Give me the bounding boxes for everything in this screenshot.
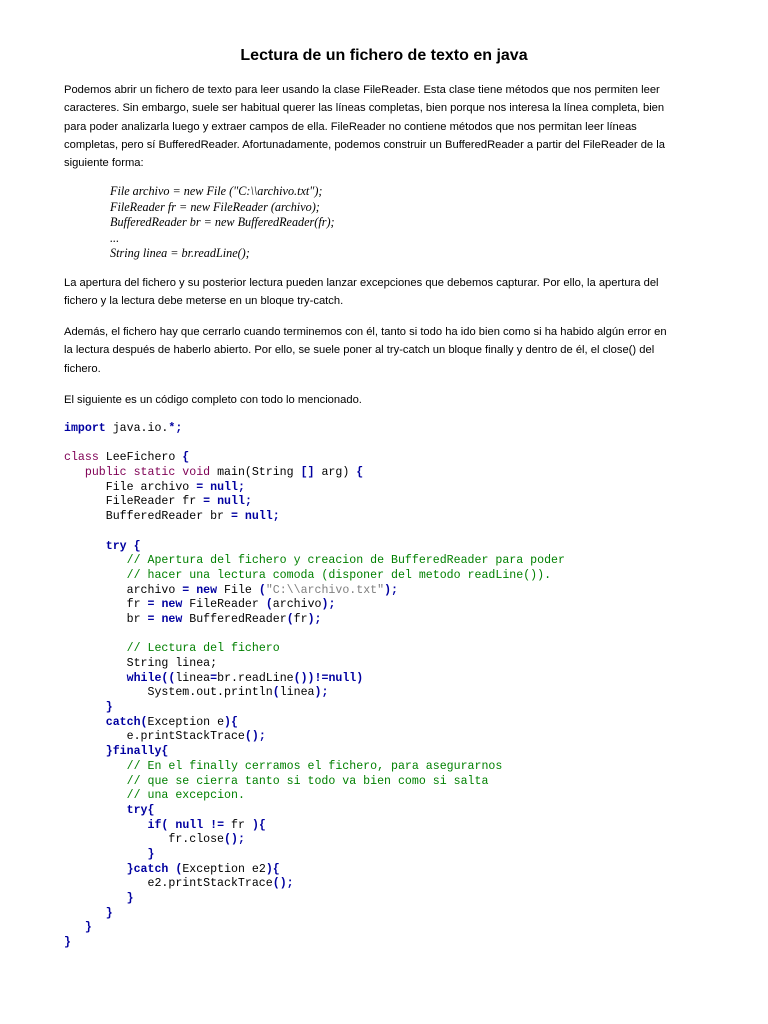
- snippet-line: BufferedReader br = new BufferedReader(fr);: [110, 215, 335, 229]
- code-line: [64, 672, 565, 687]
- code-token: }: [105, 701, 113, 715]
- text-line: para poder analizarla luego y extraer campos de ella. FileReader no contiene métodos que nos permitan leer líneas: [64, 120, 637, 133]
- code-token: new: [161, 598, 183, 612]
- code-token: [64, 642, 127, 655]
- code-token: finally: [112, 745, 162, 759]
- code-token: class: [64, 451, 99, 465]
- code-token: );: [314, 686, 329, 700]
- code-token: catch: [105, 715, 141, 729]
- code-token: [64, 775, 127, 788]
- code-line: [64, 848, 565, 863]
- code-token: *;: [168, 422, 183, 435]
- code-token: (: [175, 862, 183, 876]
- code-token: ){: [224, 715, 238, 729]
- code-token: main(String: [210, 466, 301, 480]
- code-token: fr: [293, 612, 308, 626]
- code-token: ();: [224, 833, 245, 847]
- code-token: linea: [175, 671, 211, 685]
- code-token: e2.printStackTrace: [64, 877, 273, 891]
- code-token: [127, 540, 134, 553]
- code-token: }: [147, 847, 155, 861]
- code-token: }: [105, 906, 113, 920]
- code-token: linea: [279, 686, 315, 700]
- code-token: =: [196, 480, 204, 494]
- paragraph-exceptions: [64, 274, 709, 311]
- code-token: [64, 540, 106, 553]
- code-token: new: [161, 612, 183, 626]
- code-token: [64, 760, 127, 773]
- code-line: [64, 657, 565, 672]
- code-line: [64, 745, 565, 760]
- text-line: la lectura después de haberlo abierto. Por ello, se suele poner al try-catch un bloque finally y dentro de él, el close() del: [64, 344, 655, 357]
- code-token: // que se cierra tanto si todo va bien como si salta: [126, 774, 489, 788]
- text-line: Además, el fichero hay que cerrarlo cuando terminemos con él, tanto si todo ha ido bien como si ha habido algún error en: [64, 326, 667, 338]
- code-token: // Lectura del fichero: [126, 642, 280, 656]
- code-token: [64, 554, 127, 567]
- code-line: [64, 819, 565, 834]
- code-token: File: [217, 583, 259, 597]
- code-line: [64, 569, 565, 584]
- code-line: [64, 863, 565, 878]
- code-token: );: [307, 612, 322, 626]
- code-line: [64, 804, 565, 819]
- code-token: [64, 892, 127, 905]
- snippet-line: ...: [110, 230, 120, 245]
- code-line: [64, 730, 565, 745]
- code-line: [64, 598, 565, 613]
- code-token: }: [84, 921, 92, 935]
- code-token: [64, 848, 148, 861]
- code-token: =: [230, 510, 238, 524]
- code-token: // una excepcion.: [126, 789, 245, 803]
- code-token: LeeFichero: [98, 451, 183, 465]
- code-token: String linea;: [64, 657, 218, 670]
- code-token: {: [258, 818, 266, 832]
- code-line: [64, 466, 565, 481]
- code-token: }: [126, 862, 134, 876]
- code-token: ): [251, 818, 259, 832]
- code-token: BufferedReader: [182, 612, 287, 626]
- code-line: [64, 451, 565, 466]
- code-token: =: [147, 612, 155, 626]
- code-token: [64, 789, 127, 802]
- code-line: [64, 481, 565, 496]
- code-token: (: [140, 715, 148, 729]
- code-token: FileReader: [182, 598, 266, 612]
- code-token: BufferedReader br: [64, 510, 231, 524]
- code-token: null: [244, 510, 273, 524]
- code-line: [64, 628, 565, 643]
- code-token: if: [147, 818, 162, 832]
- code-token: {: [161, 745, 169, 759]
- code-token: try: [105, 539, 127, 553]
- code-token: ){: [265, 862, 280, 876]
- code-line: [64, 775, 565, 790]
- code-token: archivo: [272, 598, 322, 612]
- code-token: [64, 907, 106, 920]
- code-token: =: [147, 598, 155, 612]
- code-token: [64, 701, 106, 714]
- text-line: La apertura del fichero y su posterior lectura pueden lanzar excepciones que debemos capturar. Por ello, la apertura del: [64, 277, 659, 289]
- code-token: []: [300, 466, 315, 480]
- code-token: );: [321, 598, 336, 612]
- code-line: [64, 584, 565, 599]
- code-token: [64, 672, 127, 685]
- code-token: null: [175, 818, 204, 832]
- code-token: public static void: [84, 466, 211, 480]
- code-token: catch: [133, 862, 169, 876]
- code-token: // Apertura del fichero y creacion de BufferedReader para poder: [126, 554, 565, 568]
- code-token: {: [182, 451, 190, 465]
- code-token: [64, 716, 106, 729]
- code-token: (: [258, 583, 266, 597]
- code-token: [64, 466, 85, 479]
- code-line: [64, 921, 565, 936]
- code-token: ): [356, 671, 364, 685]
- paragraph-intro: [64, 81, 709, 172]
- code-token: e.printStackTrace: [64, 730, 245, 744]
- code-block: [64, 422, 565, 951]
- code-line: [64, 422, 565, 437]
- code-token: ((: [161, 671, 176, 685]
- code-token: ();: [272, 877, 294, 891]
- code-line: [64, 701, 565, 716]
- code-token: [64, 819, 148, 832]
- code-line: [64, 525, 565, 540]
- code-line: [64, 554, 565, 569]
- code-token: // hacer una lectura comoda (disponer del metodo readLine()).: [126, 568, 552, 582]
- code-line: [64, 437, 565, 452]
- code-line: [64, 495, 565, 510]
- code-token: ;: [272, 510, 280, 524]
- text-line: fichero.: [64, 362, 101, 375]
- code-line: [64, 510, 565, 525]
- text-line: Podemos abrir un fichero de texto para leer usando la clase FileReader. Esta clase tiene métodos que nos permiten leer: [64, 84, 660, 96]
- code-token: }: [105, 745, 113, 759]
- code-token: [64, 745, 106, 758]
- code-line: [64, 936, 565, 951]
- code-token: }: [64, 936, 71, 950]
- snippet-line: FileReader fr = new FileReader (archivo);: [110, 199, 320, 214]
- text-line: completas, pero sí BufferedReader. Afortunadamente, podemos construir un BufferedReader a partir del FileReader de la: [64, 138, 665, 151]
- code-token: }: [126, 892, 134, 905]
- text-line: El siguiente es un código completo con todo lo mencionado.: [64, 394, 362, 406]
- text-line: siguiente forma:: [64, 157, 144, 170]
- code-token: Exception e2: [182, 862, 266, 876]
- code-line: [64, 613, 565, 628]
- code-token: !=: [210, 818, 225, 832]
- code-token: br.readLine: [217, 671, 294, 685]
- code-token: (: [272, 686, 280, 700]
- code-token: // En el finally cerramos el fichero, para asegurarnos: [126, 759, 503, 773]
- code-token: [238, 510, 245, 523]
- code-line: [64, 642, 565, 657]
- code-token: =: [182, 583, 190, 597]
- code-token: fr.close: [64, 833, 225, 847]
- code-token: fr: [224, 818, 252, 832]
- text-line: caracteres. Sin embargo, suele ser habitual querer las líneas completas, bien porque nos interesa la línea completa, bien: [64, 102, 665, 115]
- snippet-line: String linea = br.readLine();: [110, 246, 250, 260]
- code-line: [64, 760, 565, 775]
- code-token: br: [64, 612, 148, 626]
- code-token: ;: [237, 480, 245, 494]
- code-line: [64, 789, 565, 804]
- code-token: null: [328, 671, 357, 685]
- text-line: fichero y la lectura debe meterse en un bloque try-catch.: [64, 295, 344, 308]
- code-snippet-inline: [110, 184, 335, 262]
- code-line: [64, 907, 565, 922]
- code-token: new: [196, 583, 218, 597]
- code-token: {: [133, 539, 141, 553]
- code-token: try: [126, 803, 148, 817]
- code-token: [64, 863, 127, 876]
- code-token: (: [265, 598, 273, 612]
- code-token: null: [217, 495, 245, 509]
- code-token: FileReader fr: [64, 495, 204, 509]
- code-token: [64, 804, 127, 817]
- snippet-line: File archivo = new File ("C:\\archivo.txt");: [110, 184, 323, 198]
- code-token: (: [161, 818, 169, 832]
- paragraph-full-code-intro: [64, 391, 709, 409]
- code-line: [64, 892, 565, 907]
- code-token: );: [384, 583, 399, 597]
- paragraph-close: [64, 323, 709, 378]
- code-token: ())!=: [293, 671, 329, 685]
- code-token: [64, 921, 85, 934]
- code-line: [64, 877, 565, 892]
- code-token: {: [147, 803, 155, 817]
- code-token: Exception e: [147, 715, 225, 729]
- code-token: "C:\\archivo.txt": [265, 583, 385, 597]
- code-token: System.out.println: [64, 686, 273, 700]
- code-token: ;: [244, 495, 252, 509]
- code-token: while: [126, 671, 162, 685]
- code-line: [64, 686, 565, 701]
- page-title: Lectura de un fichero de texto en java: [240, 47, 528, 64]
- code-token: =: [210, 671, 218, 685]
- code-token: java.io.: [105, 422, 169, 435]
- code-token: [64, 569, 127, 582]
- code-token: arg): [314, 466, 357, 480]
- code-token: =: [203, 495, 211, 509]
- code-line: [64, 716, 565, 731]
- code-line: [64, 833, 565, 848]
- code-token: (: [286, 612, 294, 626]
- code-token: File archivo: [64, 480, 197, 494]
- code-token: {: [356, 466, 364, 480]
- code-token: archivo: [64, 583, 183, 597]
- code-token: ();: [244, 730, 266, 744]
- code-line: [64, 540, 565, 555]
- code-token: null: [210, 480, 238, 494]
- code-token: fr: [64, 598, 148, 612]
- code-token: import: [64, 422, 106, 435]
